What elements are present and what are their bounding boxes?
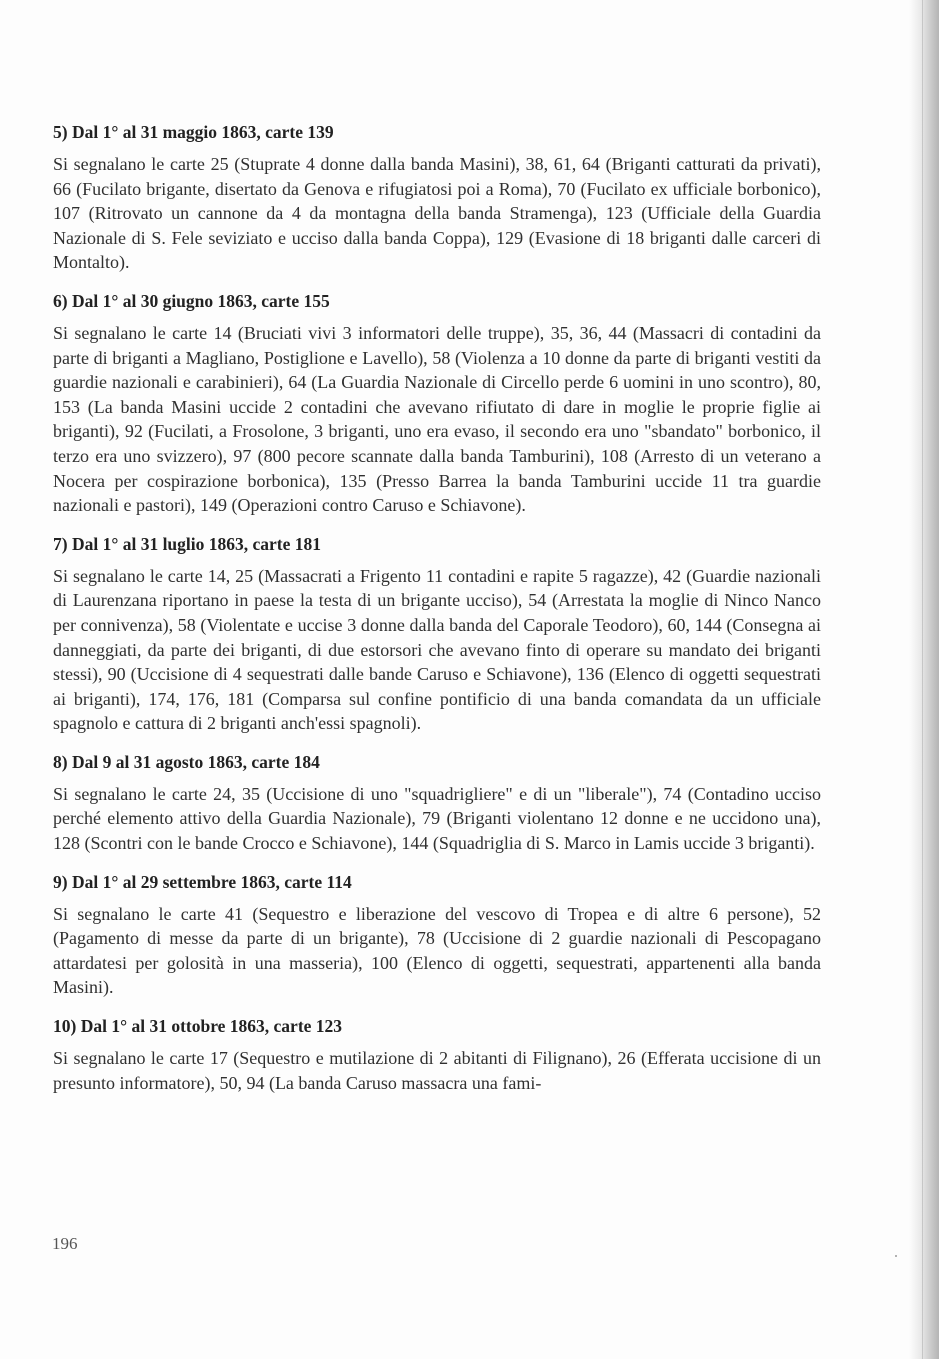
section-giugno-1863 [53, 290, 821, 518]
section-heading: 7) Dal 1° al 31 luglio 1863, carte 181 [53, 533, 322, 554]
section-heading: 5) Dal 1° al 31 maggio 1863, carte 139 [53, 122, 334, 142]
section-ottobre-1863 [53, 1015, 821, 1095]
section-heading: 6) Dal 1° al 30 giugno 1863, carte 155 [53, 290, 330, 311]
scan-speck [895, 1255, 897, 1257]
section-paragraph: Si segnalano le carte 25 (Stuprate 4 donne dalla banda Masini), 38, 61, 64 (Briganti catturati da privati), 66 (Fucilato brigante, disertato da Genova e rifugiatosi poi a Roma), 70 (Fucilato ex ufficiale borbonico), 107 (Ritrovato un cannone da 4 da montagna della banda Stramenga), 123 (Ufficiale della Guardia Nazionale di S. Fele seviziato e ucciso dalla banda Coppa), 129 (Evasione di 18 briganti dalle carceri di Montalto). [53, 154, 821, 273]
section-maggio-1863 [53, 121, 821, 275]
page-number: 196 [52, 1234, 78, 1253]
section-agosto-1863 [53, 751, 821, 856]
section-heading: 9) Dal 1° al 29 settembre 1863, carte 114 [53, 871, 352, 892]
section-paragraph: Si segnalano le carte 41 (Sequestro e liberazione del vescovo di Tropea e di altre 6 persone), 52 (Pagamento di messe da parte di un brigante), 78 (Uccisione di 2 guardie nazionali di Pescopagano attardatesi per golosità in una masseria), 100 (Elenco di oggetti, sequestrati, appartenenti alla banda Masini). [53, 903, 821, 998]
section-luglio-1863 [53, 533, 821, 736]
binding-shadow [909, 0, 939, 1359]
text-body [53, 121, 821, 1110]
section-paragraph: Si segnalano le carte 24, 35 (Uccisione di uno "squadrigliere" e di un "liberale"), 74 (Contadino ucciso perché elemento attivo della Guardia Nazionale), 79 (Briganti violentano 12 donne e ne uccidono una), 128 (Scontri con le bande Crocco e Schiavone), 144 (Squadriglia di S. Marco in Lamis uccide 3 briganti). [53, 783, 821, 854]
section-paragraph: Si segnalano le carte 17 (Sequestro e mutilazione di 2 abitanti di Filignano), 26 (Efferata uccisione di un presunto informatore), 50, 94 (La banda Caruso massacra una fami- [53, 1048, 821, 1093]
section-paragraph: Si segnalano le carte 14 (Bruciati vivi 3 informatori delle truppe), 35, 36, 44 (Massacri di contadini da parte di briganti a Magliano, Postiglione e Lavello), 58 (Violenza a 10 donne da parte di briganti vestiti da guardie nazionali e carabinieri), 64 (La Guardia Nazionale di Circello perde 6 uomini in uno scontro), 80, 153 (La banda Masini uccide 2 contadini che avevano rifiutato di dare in moglie le proprie figlie ai briganti), 92 (Fucilati, a Frosolone, 3 briganti, uno era evaso, il secondo era uno "sbandato" borbonico, il terzo era uno svizzero), 97 (800 pecore scannate dalla banda Tamburini), 108 (Arresto di un veterano a Nocera per cospirazione borbonica), 135 (Presso Barrea la banda Tamburini uccide 11 tra guardie nazionali e pastori), 149 (Operazioni contro Caruso e Schiavone). [53, 322, 821, 516]
section-settembre-1863 [53, 871, 821, 1000]
section-paragraph: Si segnalano le carte 14, 25 (Massacrati a Frigento 11 contadini e rapite 5 ragazze), 42 (Guardie nazionali di Laurenzana riportano in paese la testa di un brigante ucciso), 54 (Arrestata la moglie di Ninco Nanco per connivenza), 58 (Violentate e uccise 3 donne dalla banda del Caporale Teodoro), 60, 144 (Consegna ai danneggiati, da parte dei briganti, di due estorsori che avevano finto di operare su mandato dei briganti stessi), 90 (Uccisione di 4 sequestrati dalle bande Caruso e Schiavone), 136 (Elenco di oggetti sequestrati ai briganti), 174, 176, 181 (Comparsa sul confine pontificio di una banda comandata da un ufficiale spagnolo e cattura di 2 briganti anch'essi spagnoli). [53, 565, 821, 734]
section-heading: 10) Dal 1° al 31 ottobre 1863, carte 123 [53, 1016, 343, 1037]
section-heading: 8) Dal 9 al 31 agosto 1863, carte 184 [53, 751, 320, 772]
binding-edge-line [922, 0, 923, 1359]
